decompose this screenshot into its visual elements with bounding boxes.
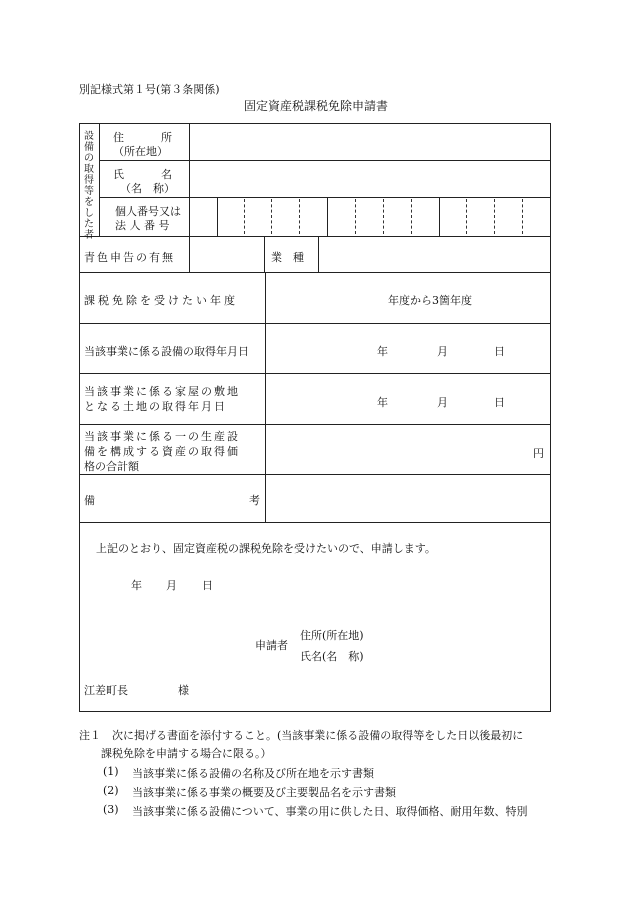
form-number: 別記様式第１号(第３条関係) [79,83,220,96]
land-date-year: 年 [377,396,388,409]
remarks-label-2: 考 [249,494,260,507]
cost-label-3: 格の合計額 [84,460,139,473]
blue-return-label: 青色申告の有無 [84,251,175,264]
land-date-day: 日 [494,396,505,409]
applicant-name: 氏名(名 称) [300,650,364,663]
name-label-sub: （名 称） [120,182,175,195]
industry-label: 業 種 [271,251,304,264]
id-number-label: 個人番号又は [115,205,181,218]
note-item-1-text: 当該事業に係る設備の名称及び所在地を示す書類 [132,767,374,780]
cost-label: 当該事業に係る一の生産設 [84,430,240,443]
applicant-address: 住所(所在地) [300,629,364,642]
equipment-date-label: 当該事業に係る設備の取得年月日 [84,345,249,358]
cost-label-2: 備を構成する資産の取得価 [84,445,240,458]
note-1: 注１ 次に掲げる書面を添付すること。(当該事業に係る設備の取得等をした日以後最初に [79,729,524,742]
form-title: 固定資産税課税免除申請書 [244,99,389,113]
note-item-1-number: (1) [103,765,119,778]
equipment-date-year: 年 [377,345,388,358]
land-date-month: 月 [437,396,448,409]
exemption-year-label: 課税免除を受けたい年度 [84,294,238,307]
address-label-sub: （所在地） [113,145,168,158]
equipment-date-month: 月 [437,345,448,358]
addressee: 江差町長 [84,684,128,697]
note-item-3-text: 当該事業に係る設備について、事業の用に供した日、取得価格、耐用年数、特別 [132,805,528,818]
declaration-day: 日 [202,579,213,592]
land-date-label: 当該事業に係る家屋の敷地 [84,385,240,398]
declaration-month: 月 [166,579,177,592]
equipment-date-day: 日 [494,345,505,358]
remarks-label: 備 [84,494,95,507]
applicant-side-label: 設備の取得等をした者 [84,131,94,241]
declaration-statement: 上記のとおり、固定資産税の課税免除を受けたいので、申請します。 [96,542,436,555]
addressee-honorific: 様 [178,684,189,697]
id-number-label-sub: 法 人 番 号 [115,219,170,232]
note-item-2-text: 当該事業に係る事業の概要及び主要製品名を示す書類 [132,786,396,799]
cost-unit: 円 [533,447,544,460]
address-label: 住 所 [113,131,173,144]
note-item-3-number: (3) [103,803,119,816]
applicant-label: 申請者 [255,639,288,652]
declaration-year: 年 [131,579,142,592]
land-date-label-2: となる土地の取得年月日 [84,400,227,413]
name-label: 氏 名 [113,168,173,181]
exemption-year-value: 年度から3箇年度 [388,294,472,307]
note-item-2-number: (2) [103,784,119,797]
note-1-continued: 課税免除を申請する場合に限る。） [101,747,272,760]
